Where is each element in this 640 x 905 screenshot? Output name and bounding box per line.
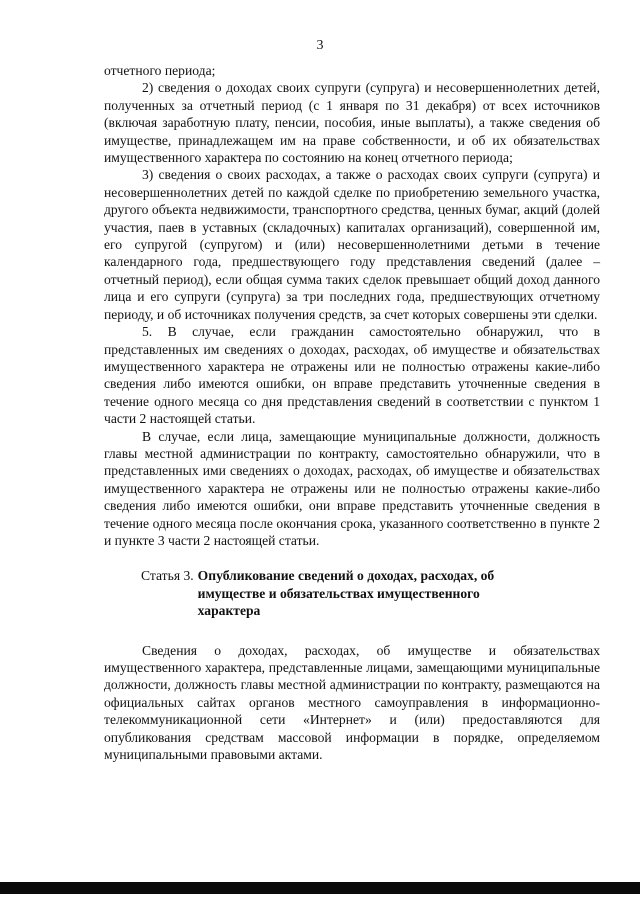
paragraph-reporting-period-end: отчетного периода; bbox=[104, 63, 216, 78]
scan-edge-bar bbox=[0, 882, 640, 894]
page-number: 3 bbox=[316, 38, 324, 53]
paragraph-item-2-spouse-income: 2) сведения о доходах своих супруги (супруга) и несовершеннолетних детей, полученных за отчетный период (с 1 января по 31 декабря) от всех источников (включая заработную плату, пенсии, пособия, иные выплаты), а также сведения об имуществе, принадлежащем им на праве собственности, и об их обязательствах имущественного характера по состоянию на конец отчетного периода; bbox=[104, 80, 600, 166]
paragraph-article-3-publication: Сведения о доходах, расходах, об имуществе и обязательствах имущественного характера, представленные лицами, замещающими муниципальные должности, должность главы местной администрации по контракту, размещаются на официальных сайтах органов местного самоуправления в информационно-телекоммуникационной сети «Интернет» и (или) предоставляются для опубликования средствам массовой информации в порядке, определяемом муниципальными правовыми актами. bbox=[104, 642, 600, 763]
paragraph-item-3-expenses: 3) сведения о своих расходах, а также о расходах своих супруги (супруга) и несовершеннолетних детей по каждой сделке по приобретению земельного участка, другого объекта недвижимости, транспортного средства, ценных бумаг, акций (долей участия, паев в уставных (складочных) капиталах организаций), совершенной им, его супругой (супругом) и (или) несовершеннолетними детьми в течение календарного года, предшествующего году представления сведений (далее – отчетный период), если общая сумма таких сделок превышает общий доход данного лица и его супруги (супруга) за три последних года, предшествующих отчетному периоду, и об источниках получения средств, за счет которых совершены эти сделки. bbox=[104, 167, 600, 322]
paragraph-section-5-citizen-corrections: 5. В случае, если гражданин самостоятельно обнаружил, что в представленных им сведениях о доходах, расходах, об имуществе и обязательствах имущественного характера не отражены или не полностью отражены какие-либо сведения либо имеются ошибки, он вправе представить уточненные сведения в течение одного месяца со дня представления сведений в соответствии с пунктом 1 части 2 настоящей статьи. bbox=[104, 324, 600, 427]
article-3-heading bbox=[104, 567, 600, 619]
paragraph-officials-corrections: В случае, если лица, замещающие муниципальные должности, должность главы местной администрации по контракту, самостоятельно обнаружили, что в представленных ими сведениях о доходах, расходах, об имуществе и обязательствах имущественного характера не отражены или не полностью отражены какие-либо сведения либо имеются ошибки, они вправе представить уточненные сведения в течение одного месяца после окончания срока, указанного соответственно в пункте 2 и пункте 3 части 2 настоящей статьи. bbox=[104, 428, 600, 548]
article-3-title: Опубликование сведений о доходах, расходах, об имуществе и обязательствах имущественного характера bbox=[197, 568, 495, 619]
document-body bbox=[104, 62, 600, 763]
article-3-label: Статья 3. bbox=[141, 568, 194, 584]
